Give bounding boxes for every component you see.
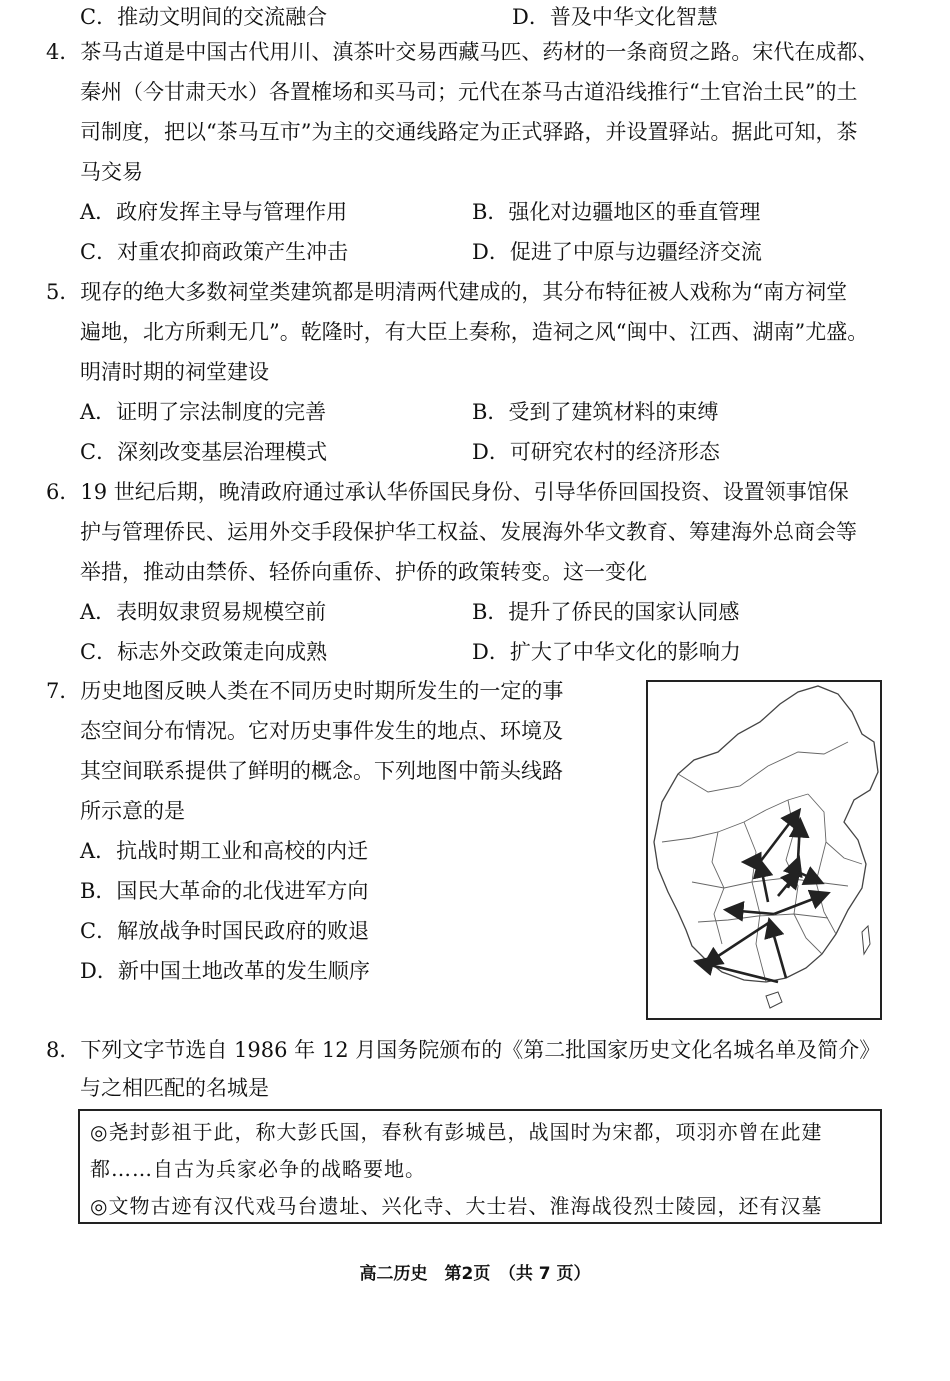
- q6-stem-line-2: 护与管理侨民、运用外交手段保护华工权益、发展海外华文教育、筹建海外总商会等: [80, 520, 857, 544]
- q6-option-b: B．提升了侨民的国家认同感: [472, 600, 740, 624]
- page-footer: 高二历史 第2页 （共 7 页）: [359, 1264, 591, 1284]
- q6-stem-line-3: 举措，推动由禁侨、轻侨向重侨、护侨的政策转变。这一变化: [80, 560, 647, 584]
- q3-option-c: C．推动文明间的交流融合: [80, 5, 328, 29]
- q3-option-d: D．普及中华文化智慧: [512, 5, 718, 29]
- q4-stem-line-1: 4．茶马古道是中国古代用川、滇茶叶交易西藏马匹、药材的一条商贸之路。宋代在成都、: [46, 40, 879, 64]
- q5-option-c: C．深刻改变基层治理模式: [80, 440, 328, 464]
- q4-option-c: C．对重农抑商政策产生冲击: [80, 240, 349, 264]
- q8-quote-line-1: ◎尧封彭祖于此，称大彭氏国，春秋有彭城邑，战国时为宋都，项羽亦曾在此建: [90, 1120, 823, 1144]
- q5-option-b: B．受到了建筑材料的束缚: [472, 400, 719, 424]
- q8-stem-line-1: 8．下列文字节选自 1986 年 12 月国务院颁布的《第二批国家历史文化名城名单及简介》: [46, 1038, 881, 1062]
- q5-option-d: D．可研究农村的经济形态: [472, 440, 720, 464]
- q6-stem-line-1: 6．19 世纪后期，晚清政府通过承认华侨国民身份、引导华侨回国投资、设置领事馆保: [46, 480, 849, 504]
- q7-stem-line-1: 7．历史地图反映人类在不同历史时期所发生的一定的事: [46, 679, 564, 703]
- q4-stem-line-2: 秦州（今甘肃天水）各置榷场和买马司；元代在茶马古道沿线推行“土官治土民”的土: [80, 80, 858, 104]
- q7-stem-line-4: 所示意的是: [80, 799, 185, 823]
- q5-stem-line-1: 5．现存的绝大多数祠堂类建筑都是明清两代建成的，其分布特征被人戏称为“南方祠堂: [46, 280, 848, 304]
- q4-option-d: D．促进了中原与边疆经济交流: [472, 240, 762, 264]
- q7-option-c: C．解放战争时国民政府的败退: [80, 919, 370, 943]
- q5-stem-line-3: 明清时期的祠堂建设: [80, 360, 269, 384]
- q7-stem-line-2: 态空间分布情况。它对历史事件发生的地点、环境及: [80, 719, 563, 743]
- q4-option-a: A．政府发挥主导与管理作用: [80, 200, 348, 224]
- historical-map-figure: [646, 680, 882, 1020]
- q7-option-d: D．新中国土地改革的发生顺序: [80, 959, 370, 983]
- q8-stem-line-2: 与之相匹配的名城是: [80, 1076, 269, 1100]
- q5-stem-line-2: 遍地，北方所剩无几”。乾隆时，有大臣上奏称，造祠之风“闽中、江西、湖南”尤盛。: [80, 320, 869, 344]
- q6-option-d: D．扩大了中华文化的影响力: [472, 640, 741, 664]
- q4-stem-line-4: 马交易: [80, 160, 143, 184]
- q5-option-a: A．证明了宗法制度的完善: [80, 400, 327, 424]
- china-map-illustration: [648, 682, 880, 1018]
- q8-quote-line-2: 都……自古为兵家必争的战略要地。: [90, 1157, 426, 1181]
- q7-option-b: B．国民大革命的北伐进军方向: [80, 879, 369, 903]
- q6-option-c: C．标志外交政策走向成熟: [80, 640, 328, 664]
- q7-option-a: A．抗战时期工业和高校的内迁: [80, 839, 369, 863]
- q4-option-b: B．强化对边疆地区的垂直管理: [472, 200, 761, 224]
- q8-quote-line-3: ◎文物古迹有汉代戏马台遗址、兴化寺、大士岩、淮海战役烈士陵园，还有汉墓: [90, 1194, 823, 1218]
- q8-quote-box: [78, 1109, 882, 1224]
- q6-option-a: A．表明奴隶贸易规模空前: [80, 600, 327, 624]
- q4-stem-line-3: 司制度，把以“茶马互市”为主的交通线路定为正式驿路，并设置驿站。据此可知，茶: [80, 120, 858, 144]
- q7-stem-line-3: 其空间联系提供了鲜明的概念。下列地图中箭头线路: [80, 759, 563, 783]
